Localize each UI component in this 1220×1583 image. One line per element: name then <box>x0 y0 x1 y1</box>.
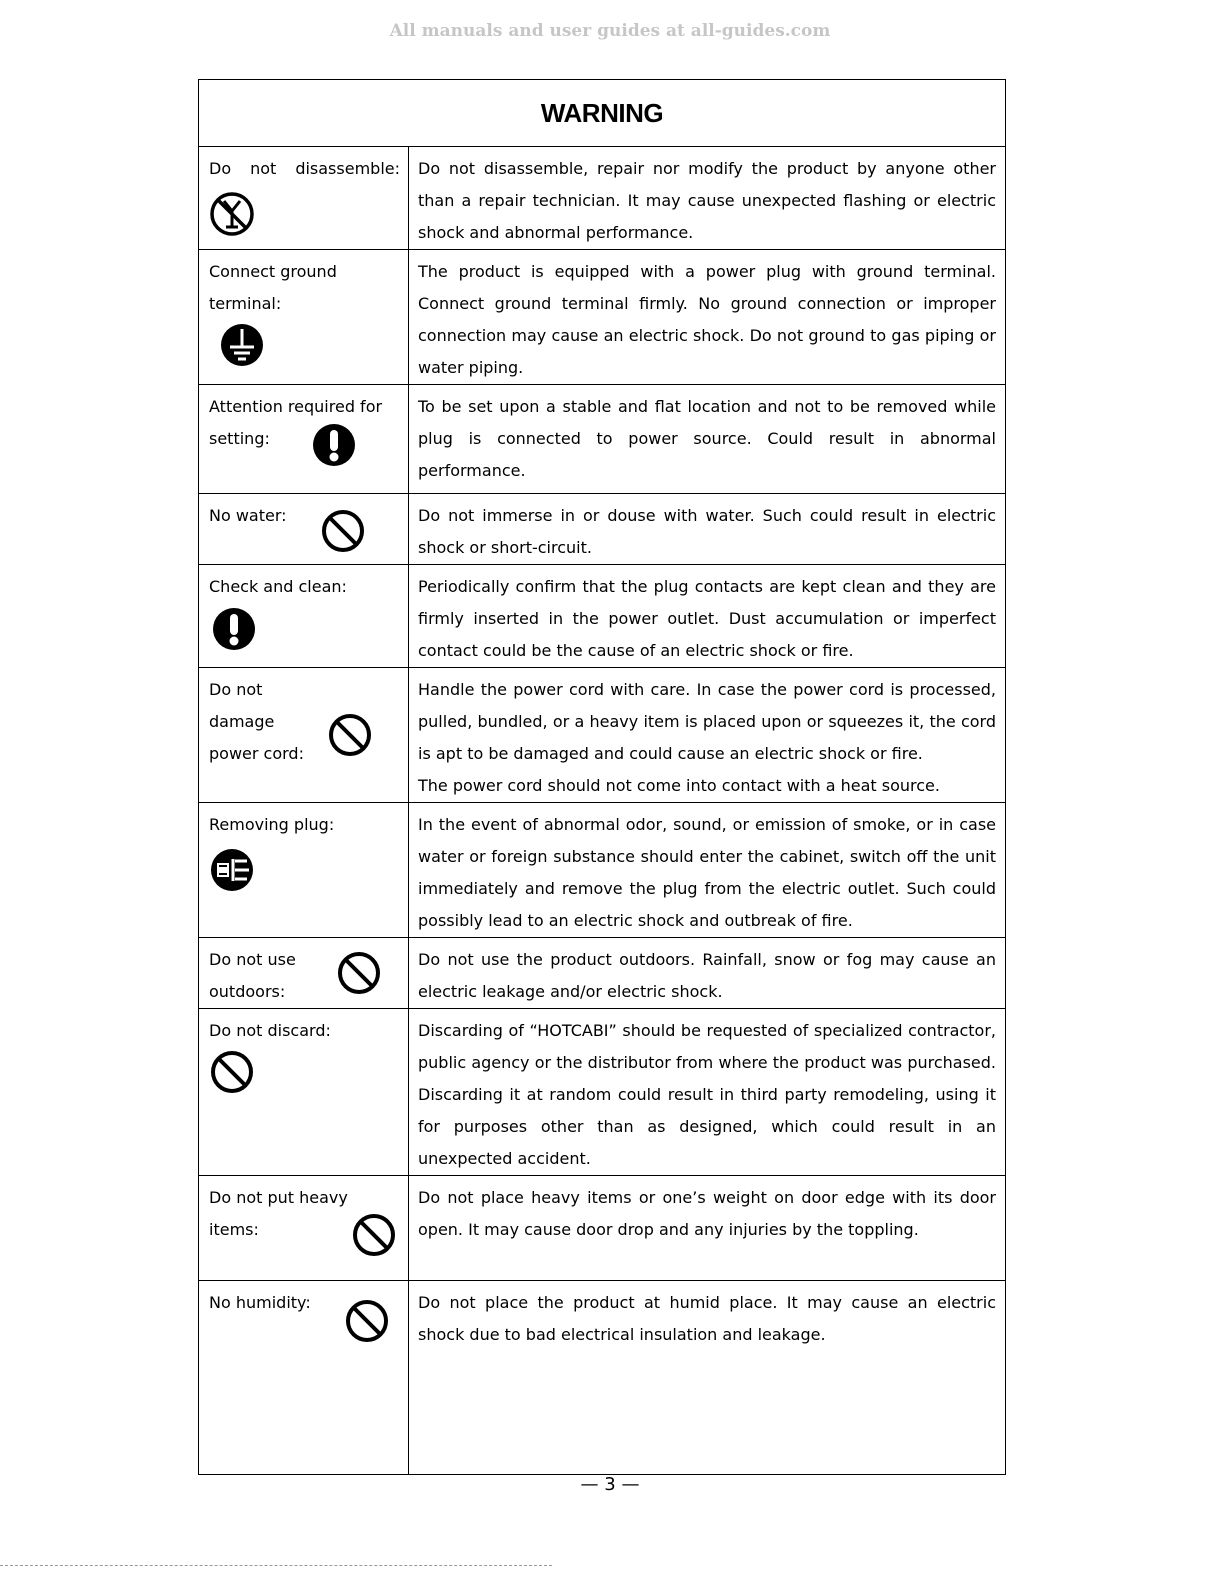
row-label: Do not put heavy items: <box>209 1188 348 1239</box>
row-label: Do not disassemble: <box>209 159 400 178</box>
warning-row <box>199 803 1006 938</box>
warning-row <box>199 147 1006 250</box>
row-description: Do not place the product at humid place. It may cause an electric shock due to bad electrical insulation and leakage. <box>409 1281 1006 1475</box>
warning-row <box>199 938 1006 1009</box>
prohibition-icon <box>320 508 366 554</box>
row-label: No water: <box>209 506 287 525</box>
row-label: Connect ground terminal: <box>209 262 337 313</box>
warning-row <box>199 1176 1006 1281</box>
row-label: Removing plug: <box>209 815 335 834</box>
row-description: To be set upon a stable and flat location and not to be removed while plug is connected to power source. Could result in abnormal performance. <box>409 385 1006 494</box>
row-label: Do not damage power cord: <box>209 680 304 763</box>
prohibition-icon <box>344 1298 390 1344</box>
exclamation-icon <box>211 606 257 652</box>
warning-row <box>199 1009 1006 1176</box>
row-description: Do not disassemble, repair nor modify the product by anyone other than a repair technician. It may cause unexpected flashing or electric shock and abnormal performance. <box>409 147 1006 250</box>
prohibition-icon <box>351 1212 397 1258</box>
unplug-icon <box>209 847 255 893</box>
row-label: Do not use outdoors: <box>209 950 296 1001</box>
warning-row <box>199 1281 1006 1475</box>
row-description <box>409 668 1006 803</box>
prohibition-icon <box>336 950 382 996</box>
no-disassemble-icon <box>209 191 255 237</box>
warning-row <box>199 385 1006 494</box>
row-label: Check and clean: <box>209 577 347 596</box>
row-description: Do not immerse in or douse with water. Such could result in electric shock or short-circuit. <box>409 494 1006 565</box>
row-description-text-2: The power cord should not come into contact with a heat source. <box>418 776 940 795</box>
warning-row <box>199 250 1006 385</box>
row-description: Periodically confirm that the plug contacts are kept clean and they are firmly inserted in the power outlet. Dust accumulation or imperfect contact could be the cause of an electric shock or fire. <box>409 565 1006 668</box>
warning-table <box>198 79 1006 1475</box>
row-label: No humidity: <box>209 1293 311 1312</box>
page-number: — 3 — <box>580 1474 640 1495</box>
row-description-text: Handle the power cord with care. In case the power cord is processed, pulled, bundled, or a heavy item is placed upon or squeezes it, the cord is apt to be damaged and could cause an electric shock or fire. <box>418 680 996 763</box>
row-label: Attention required for setting: <box>209 397 383 448</box>
footer-divider <box>0 1565 552 1566</box>
watermark: All manuals and user guides at all-guides.com <box>389 21 831 41</box>
row-description: Do not place heavy items or one’s weight on door edge with its door open. It may cause door drop and any injuries by the toppling. <box>409 1176 1006 1281</box>
row-description: Do not use the product outdoors. Rainfall, snow or fog may cause an electric leakage and/or electric shock. <box>409 938 1006 1009</box>
prohibition-icon <box>327 712 373 758</box>
row-description: In the event of abnormal odor, sound, or emission of smoke, or in case water or foreign substance should enter the cabinet, switch off the unit immediately and remove the plug from the electric outlet. Such could possibly lead to an electric shock and outbreak of fire. <box>409 803 1006 938</box>
row-label: Do not discard: <box>209 1021 331 1040</box>
ground-terminal-icon <box>219 322 265 368</box>
warning-row <box>199 668 1006 803</box>
row-description: The product is equipped with a power plug with ground terminal. Connect ground terminal firmly. No ground connection or improper connection may cause an electric shock. Do not ground to gas piping or water piping. <box>409 250 1006 385</box>
warning-row <box>199 494 1006 565</box>
prohibition-icon <box>209 1049 255 1095</box>
exclamation-icon <box>311 422 357 468</box>
warning-row <box>199 565 1006 668</box>
warning-title: WARNING <box>199 80 1006 147</box>
row-description: Discarding of “HOTCABI” should be requested of specialized contractor, public agency or the distributor from where the product was purchased. Discarding it at random could result in third party remodeling, using it for purposes other than as designed, which could result in an unexpected accident. <box>409 1009 1006 1176</box>
